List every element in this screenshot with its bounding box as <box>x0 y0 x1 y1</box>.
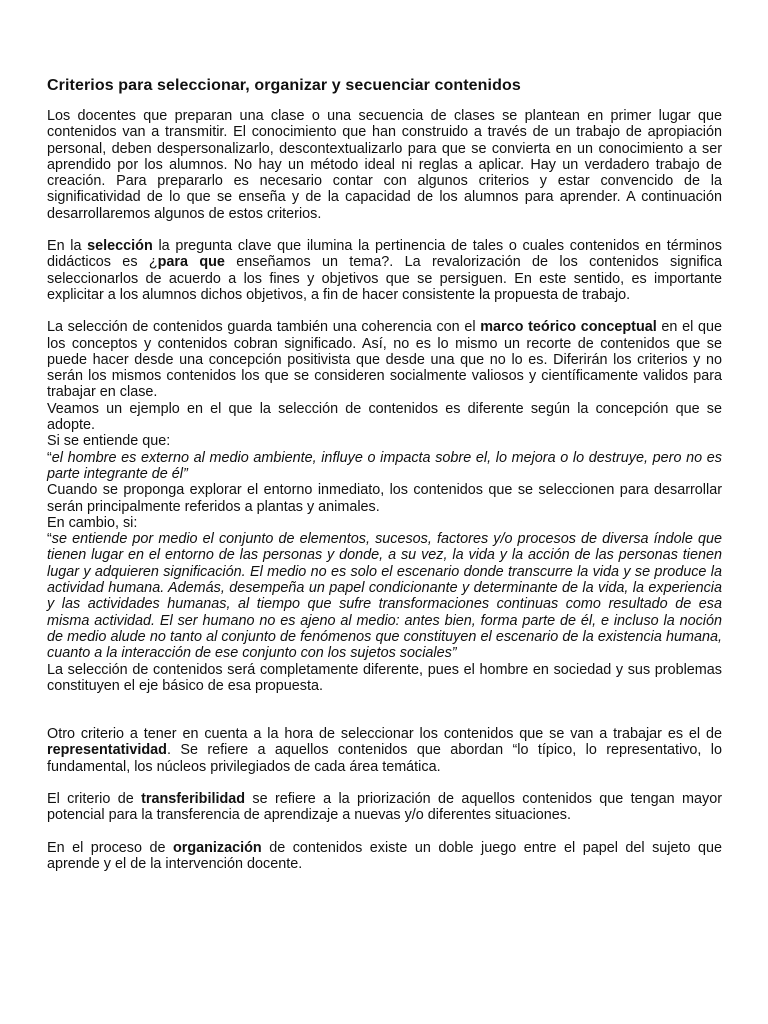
quote-2-text: se entiende por medio el conjunto de elementos, sucesos, factores y/o procesos de diversa índole que tienen lugar en el entorno de las personas y donde, a su vez, la vida y la acción de las personas tienen lugar y adquieren significación. El medio no es solo el escenario donde transcurre la vida y se produce la actividad humana. Además, desempeña un papel condicionante y determinante de la vida, la experiencia y las actividades humanas, al tiempo que sufre transformaciones continuas como resultado de esa misma actividad. El ser humano no es ajeno al medio: antes bien, forma parte de él, e incluso la noción de medio alude no tanto al conjunto de fenómenos que constituyen el escenario de la existencia humana, cuanto a la interacción de ese conjunto con los sujetos sociales” <box>47 531 722 662</box>
paragraph-representatividad <box>47 726 722 775</box>
paragraph-entorno: Cuando se proponga explorar el entorno inmediato, los contenidos que se seleccionen para desarrollar serán principalmente referidos a plantas y animales. <box>47 482 722 515</box>
paragraph-ejemplo: Veamos un ejemplo en el que la selección de contenidos es diferente según la concepción que se adopte. <box>47 400 722 434</box>
text-run: se refiere a la priorización de aquellos contenidos que tengan mayor potencial para la transferencia de aprendizaje a nuevas y/o diferentes situaciones. <box>47 790 723 824</box>
bold-term-marco: marco teórico conceptual <box>480 319 657 336</box>
text-run: Otro criterio a tener en cuenta a la hora de seleccionar los contenidos que se van a trabajar es el de <box>47 726 722 743</box>
bold-term-seleccion: selección <box>87 238 153 255</box>
paragraph-marco-teorico <box>47 319 722 400</box>
paragraph-organizacion <box>47 840 722 873</box>
text-run: de contenidos existe un doble juego entre el papel del sujeto que aprende y el de la intervención docente. <box>47 839 722 872</box>
paragraph-intro: Los docentes que preparan una clase o una secuencia de clases se plantean en primer lugar que contenidos van a transmitir. El conocimiento que han construido a través de un trabajo de apropiación personal, deben despersonalizarlo, descontextualizarlo para que se convierta en un conocimiento a ser aprendido por los alumnos. No hay un método ideal ni reglas a aplicar. Hay un verdadero trabajo de creación. Para prepararlo es necesario contar con algunos criterios y estar convencido de la significatividad de lo que se enseña y de la capacidad de los alumnos para aprender. A continuación desarrollaremos algunos de estos criterios. <box>47 108 722 222</box>
document-page <box>47 76 722 872</box>
paragraph-si-se-entiende: Si se entiende que: <box>47 433 171 450</box>
bold-term-para-que: para que <box>157 254 225 271</box>
text-run: enseñamos un tema?. La revalorización de los contenidos significa seleccionarlos de acuerdo a los fines y objetivos que se persiguen. En este sentido, es importante explicitar a los alumnos dichos objetivos, a fin de hacer consistente la propuesta de trabajo. <box>47 254 723 303</box>
paragraph-seleccion <box>47 238 722 303</box>
text-run: En el proceso de <box>47 839 173 856</box>
text-run: En la <box>47 238 88 255</box>
text-run: . Se refiere a aquellos contenidos que abordan “lo típico, lo representativo, lo fundamental, los núcleos privilegiados de cada área temática. <box>47 742 722 775</box>
paragraph-en-cambio: En cambio, si: <box>47 514 138 531</box>
text-run: La selección de contenidos guarda también una coherencia con el <box>47 319 481 336</box>
paragraph-seleccion-diferente: La selección de contenidos será completamente diferente, pues el hombre en sociedad y sus problemas constituyen el eje básico de esa propuesta. <box>47 661 722 694</box>
text-run: la pregunta clave que ilumina la pertinencia de tales o cuales contenidos en términos didácticos es ¿ <box>47 238 722 271</box>
quote-open-mark: “ <box>47 449 52 466</box>
quote-2 <box>47 531 722 661</box>
quote-1 <box>47 450 722 483</box>
text-run: en el que los conceptos y contenidos cobran significado. Así, no es lo mismo un recorte de contenidos que se puede hacer desde una concepción positivista que desde una que no lo es. Diferirán los criterios y no serán los mismos contenidos los que se consideren socialmente valiosos y científicamente validos para trabajar en clase. <box>47 319 722 401</box>
paragraph-transferibilidad <box>47 791 722 824</box>
bold-term-representatividad: representatividad <box>47 742 167 759</box>
quote-open-mark: “ <box>47 531 52 548</box>
document-title: Criterios para seleccionar, organizar y secuenciar contenidos <box>47 77 521 94</box>
bold-term-organizacion: organización <box>172 839 262 856</box>
text-run: El criterio de <box>47 790 142 807</box>
bold-term-transferibilidad: transferibilidad <box>141 790 246 807</box>
quote-1-text: el hombre es externo al medio ambiente, influye o impacta sobre el, lo mejora o lo destruye, pero no es parte integrante de él” <box>47 449 722 482</box>
